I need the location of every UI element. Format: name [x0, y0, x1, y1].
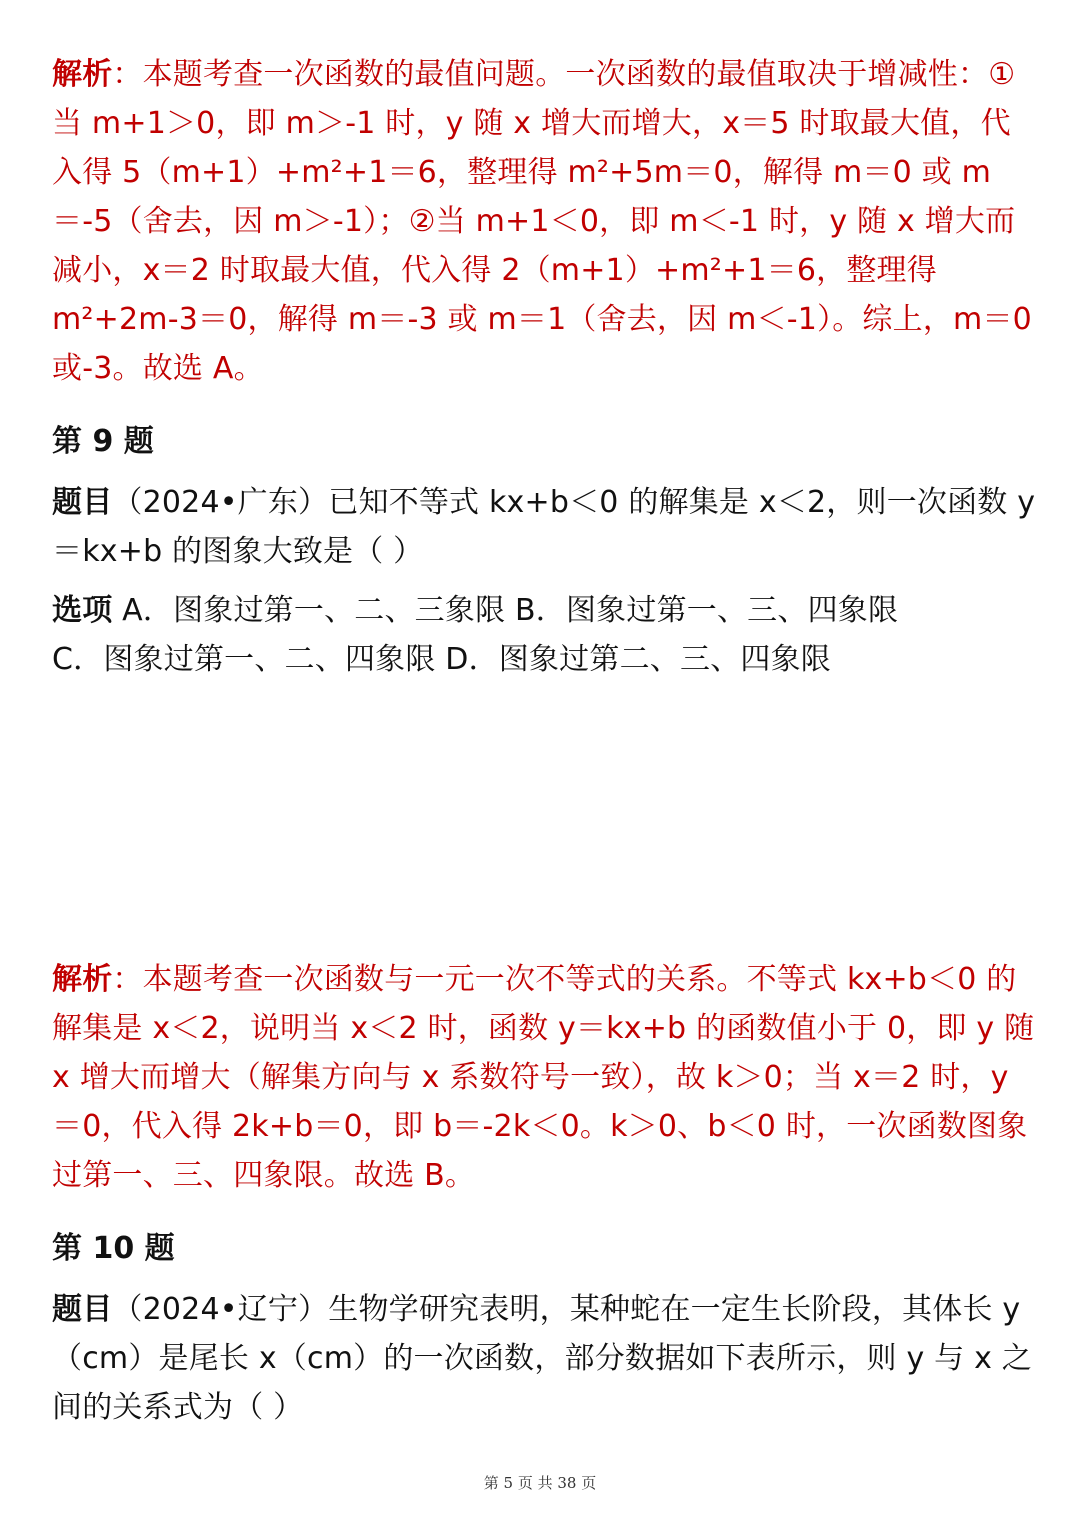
question-text: （2024•辽宁）生物学研究表明，某种蛇在一定生长阶段，其体长 y（cm）是尾长 x（cm）的一次函数，部分数据如下表所示，则 y 与 x 之间的关系式为（ ） [52, 1292, 1032, 1425]
question-9-heading: 第 9 题 [52, 424, 154, 459]
question-9-options [52, 586, 1037, 684]
options-text-1: A．图象过第一、二、三象限 B．图象过第一、三、四象限 [112, 593, 899, 628]
analysis-text: ：本题考查一次函数的最值问题。一次函数的最值取决于增减性：①当 m+1＞0，即 m＞-1 时，y 随 x 增大而增大，x＝5 时取最大值，代入得 5（m+1）+m²+1＝6，整理得 m²+5m＝0，解得 m＝0 或 m＝-5（舍去，因 m＞-1）；②当 m+1＜0，即 m＜-1 时，y 随 x 增大而减小，x＝2 时取最大值，代入得 2（m+1）+m²+1＝6，整理得 m²+2m-3＝0，解得 m＝-3 或 m＝1（舍去，因 m＜-1）。综上，m＝0 或-3。故选 A。 [52, 57, 1032, 386]
question-label: 题目 [52, 485, 113, 520]
analysis-label: 解析 [52, 962, 113, 997]
page-footer: 第 5 页 共 38 页 [483, 1474, 597, 1492]
question-text: （2024•广东）已知不等式 kx+b＜0 的解集是 x＜2，则一次函数 y＝kx+b 的图象大致是（ ） [52, 485, 1036, 569]
analysis-paragraph-2 [52, 955, 1037, 1200]
options-label: 选项 [52, 593, 113, 628]
options-line-1 [52, 586, 1037, 635]
options-line-2: C．图象过第一、二、四象限 D．图象过第二、三、四象限 [52, 642, 831, 677]
question-label: 题目 [52, 1292, 113, 1327]
analysis-label: 解析 [52, 57, 113, 92]
question-10-stem [52, 1285, 1037, 1432]
question-10-heading: 第 10 题 [52, 1231, 175, 1266]
analysis-paragraph-1 [52, 50, 1037, 393]
question-9-stem [52, 478, 1037, 576]
analysis-text: ：本题考查一次函数与一元一次不等式的关系。不等式 kx+b＜0 的解集是 x＜2，说明当 x＜2 时，函数 y＝kx+b 的函数值小于 0，即 y 随 x 增大而增大（解集方向与 x 系数符号一致），故 k＞0；当 x＝2 时，y＝0，代入得 2k+b＝0，即 b＝-2k＜0。k＞0、b＜0 时，一次函数图象过第一、三、四象限。故选 B。 [52, 962, 1035, 1193]
